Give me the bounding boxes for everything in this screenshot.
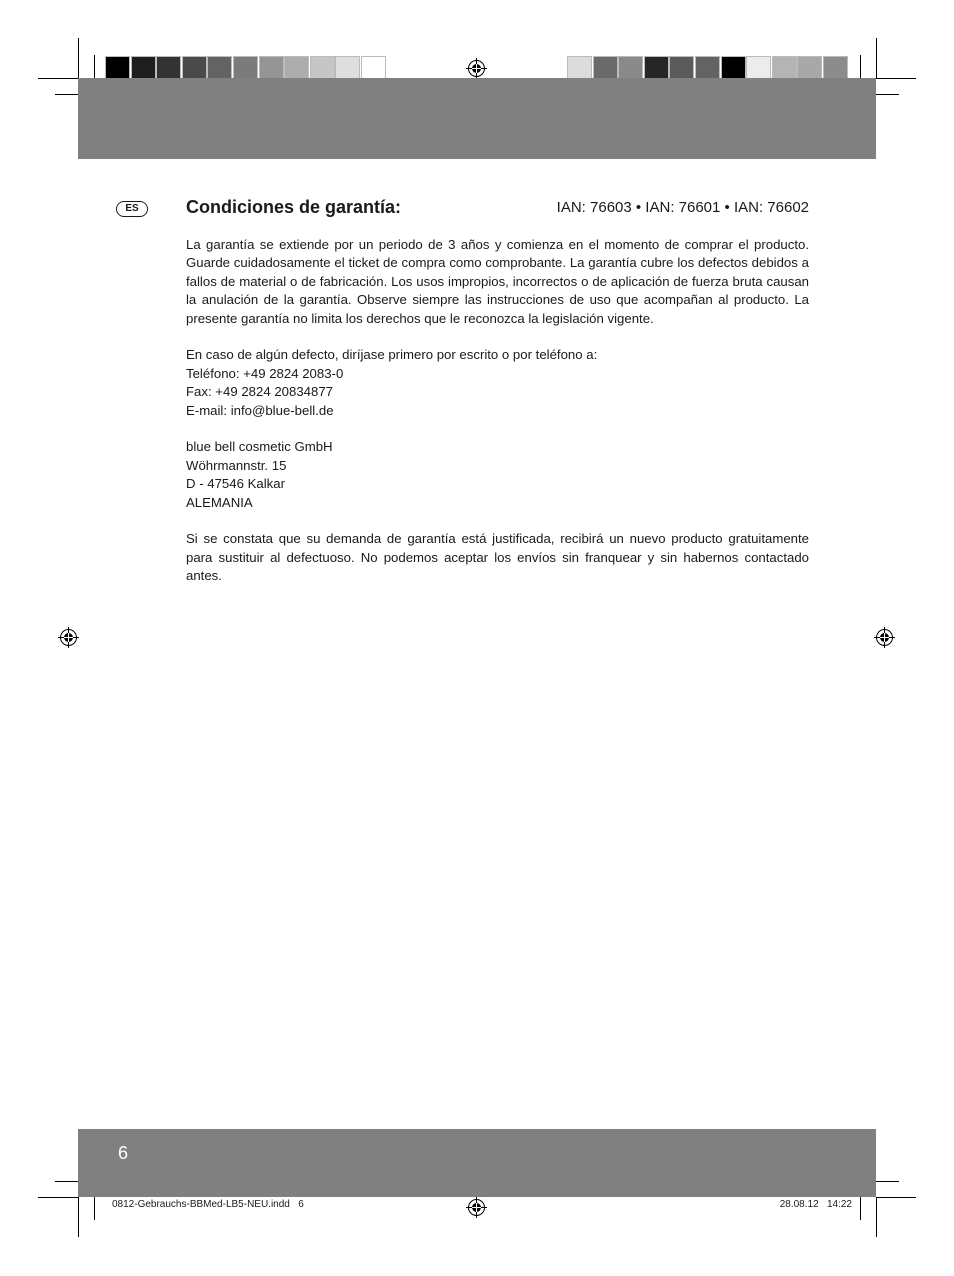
crop-mark <box>94 55 95 78</box>
address-block <box>186 438 809 512</box>
crop-mark <box>860 55 861 78</box>
language-badge: ES <box>116 201 148 217</box>
crop-mark <box>38 1197 78 1198</box>
address-city: D - 47546 Kalkar <box>186 476 285 492</box>
header-band <box>78 78 876 159</box>
crop-mark <box>860 1197 861 1220</box>
contact-email: E-mail: info@blue-bell.de <box>186 402 334 418</box>
contact-fax: Fax: +49 2824 20834877 <box>186 384 334 400</box>
contact-intro: En caso de algún defecto, diríjase primero por escrito o por teléfono a: <box>186 347 598 363</box>
warranty-content <box>186 236 809 604</box>
crop-mark <box>876 1197 916 1198</box>
final-paragraph: Si se constata que su demanda de garantía está justificada, recibirá un nuevo producto gratuitamente para sustituir al defectuoso. No podemos aceptar los envíos sin franquear y sin habernos contactado antes. <box>186 531 809 584</box>
slug-datetime: 28.08.12 14:22 <box>779 1199 852 1210</box>
warranty-paragraph: La garantía se extiende por un periodo de 3 años y comienza en el momento de comprar el producto. Guarde cuidadosamente el ticket de compra como comprobante. La garantía cubre los defectos debidos a fallos de material o de fabricación. Los usos impropios, incorrectos o de aplicación de fuerza bruta causan la anulación de la garantía. Observe siempre las instrucciones de uso que acompañan al producto. La presente garantía no limita los derechos que le reconozca la legislación vigente. <box>186 237 809 326</box>
crop-mark <box>55 1181 78 1182</box>
crop-mark <box>876 78 916 79</box>
registration-mark-icon <box>466 1197 487 1218</box>
address-company: blue bell cosmetic GmbH <box>186 439 333 455</box>
contact-phone: Teléfono: +49 2824 2083-0 <box>186 365 344 381</box>
page-title: Condiciones de garantía: <box>186 197 402 217</box>
address-street: Wöhrmannstr. 15 <box>186 457 287 473</box>
footer-band <box>78 1129 876 1197</box>
slug-filename: 0812-Gebrauchs-BBMed-LB5-NEU.indd 6 <box>112 1199 304 1210</box>
registration-mark-icon <box>58 627 79 648</box>
ian-numbers: IAN: 76603 • IAN: 76601 • IAN: 76602 <box>556 199 809 216</box>
crop-mark <box>94 1197 95 1220</box>
crop-mark <box>876 38 877 78</box>
crop-mark <box>78 1197 79 1237</box>
crop-mark <box>876 94 899 95</box>
crop-mark <box>78 38 79 78</box>
contact-block <box>186 346 809 420</box>
address-country: ALEMANIA <box>186 494 253 510</box>
crop-mark <box>55 94 78 95</box>
registration-mark-icon <box>874 627 895 648</box>
registration-mark-icon <box>466 58 487 79</box>
crop-mark <box>38 78 78 79</box>
crop-mark <box>876 1197 877 1237</box>
crop-mark <box>876 1181 899 1182</box>
page-number: 6 <box>118 1143 129 1163</box>
